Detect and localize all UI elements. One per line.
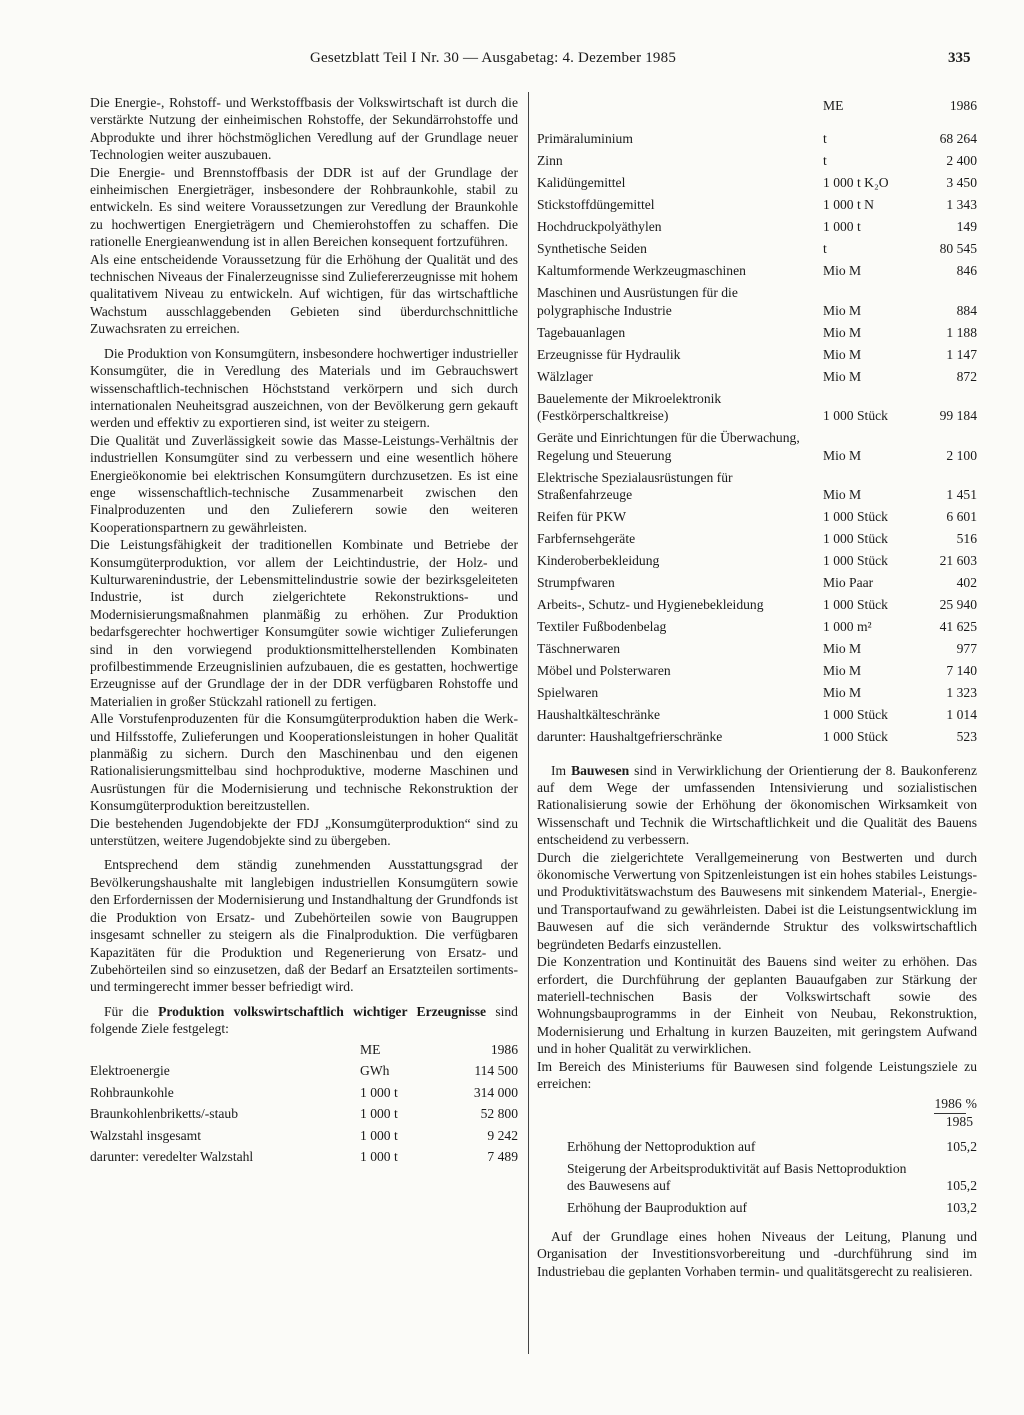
row-name: Tagebauanlagen [537, 324, 626, 340]
table-header-row [537, 94, 977, 114]
header-year: 1986 [949, 98, 977, 113]
paragraph: Die Energie-, Rohstoff- und Werkstoffbasis der Volkswirtschaft ist durch die verstärkte Nutzung der einheimischen Rohstoffe, der Sekundärrohstoffe und Abprodukte und ihrer höchstmöglichen Veredlung auf der Grundlage neuer Technologien weiter auszubauen. [90, 95, 518, 163]
row-name: Reifen für PKW [537, 508, 627, 524]
header-spacer [537, 94, 823, 114]
row-name: Walzstahl insgesamt [90, 1127, 202, 1143]
paragraph: Die Konzentration und Kontinuität des Bauens sind weiter zu erhöhen. Das erfordert, die Durchführung der geplanten Bauaufgaben zur Stärkung der materiell-technischen Basis der Volkswirtschaft sowie des Wohnungsbauprogramms in der Einheit von Neubau, Rekonstruktion, Modernisierung und Erhaltung in kurzen Bauzeiten, mit geringstem Aufwand und in hoher Qualität zu verwirklichen. [537, 954, 977, 1057]
row-me: 1 000 t N [823, 197, 874, 213]
row-value: 149 [956, 219, 977, 235]
row-name: Erhöhung der Bauproduktion auf [567, 1199, 748, 1215]
bold-text: Bauwesen [571, 762, 630, 778]
row-value: 884 [956, 302, 977, 318]
header-me: ME [360, 1041, 381, 1057]
row-name: Täschnerwaren [537, 640, 621, 656]
row-value: 25 940 [939, 596, 977, 612]
row-name: Steigerung der Arbeitsproduktivität auf Basis Nettoproduktion des Bauwesens auf [567, 1160, 907, 1194]
row-me: Mio M [823, 346, 862, 362]
performance-targets-table [537, 1136, 977, 1218]
paragraph: Die bestehenden Jugendobjekte der FDJ „Konsumgüterproduktion“ sind zu unterstützen, weitere Jugendobjekte sind zu übergeben. [90, 815, 518, 849]
row-value: 872 [956, 368, 977, 384]
table-header-row [90, 1038, 518, 1058]
row-name: Farbfernsehgeräte [537, 530, 636, 546]
table-row [537, 638, 977, 660]
paragraph: Alle Vorstufenproduzenten für die Konsumgüterproduktion haben die Werk- und Hilfsstoffe, Zulieferungen und Kooperationsleistungen in hoher Qualität planmäßig zu sichern. Durch den Maschinenbau und den eigenen Rationalisierungsmittelbau sind hochproduktive, moderne Maschinen und Ausrüstungen für die Modernisierung und technische Rekonstruktion der Konsumgüterproduktion bereitzustellen. [90, 711, 518, 814]
row-me: 1 000 t [360, 1084, 398, 1100]
row-value: 402 [956, 574, 977, 590]
row-value: 846 [956, 263, 977, 279]
table-row [537, 616, 977, 638]
row-me: Mio M [823, 447, 862, 463]
row-value: 7 489 [487, 1149, 518, 1165]
table-row [537, 150, 977, 172]
row-name: Zinn [537, 153, 563, 169]
gap-cell [537, 114, 977, 128]
row-name: Strumpfwaren [537, 574, 615, 590]
row-name: Bauelemente der Mikroelektronik (Festkörperschaltkreise) [537, 390, 722, 424]
row-name: Erzeugnisse für Hydraulik [537, 346, 681, 362]
table-row [537, 466, 977, 505]
row-value: 99 184 [939, 408, 977, 424]
row-name: Kalidüngemittel [537, 175, 626, 191]
table-row [90, 1079, 518, 1101]
row-value: 80 545 [939, 241, 977, 257]
table-row [90, 1058, 518, 1080]
row-name: Braunkohlenbriketts/-staub [90, 1106, 238, 1122]
table-row [537, 194, 977, 216]
row-me: Mio M [823, 368, 862, 384]
row-me: Mio M [823, 486, 862, 502]
row-me: t [823, 241, 827, 257]
row-value: 9 242 [487, 1127, 518, 1143]
table-row [537, 726, 977, 748]
paragraph: Die Qualität und Zuverlässigkeit sowie das Masse-Leistungs-Verhältnis der industriellen Konsumgüter sind zu verbessern und eine wesentlich höhere Energieökonomie bei elektrischen Konsumgütern durchzusetzen. Es ist eine enge wissenschaftlich-technische Zusammenarbeit zwischen den Finalproduzenten und den Zulieferern sowie den weiteren Kooperationspartnern zu gewährleisten. [90, 432, 518, 535]
row-name: Kaltumformende Werkzeugmaschinen [537, 263, 746, 279]
table-row [537, 128, 977, 150]
row-value: 314 000 [473, 1084, 518, 1100]
paragraph: Entsprechend dem ständig zunehmenden Ausstattungsgrad der Bevölkerungshaushalte mit langlebigen industriellen Konsumgütern sowie den Erfordernissen der Modernisierung und Instandhaltung der Grundfonds ist die Produktion von Ersatz- und Zubehörteilen sowie von Baugruppen insgesamt schneller zu steigern als die Finalproduktion. Die verfügbaren Kapazitäten für die Produktion und Regenerierung von Ersatz- und Zubehörteilen sind so einzusetzen, daß der Bedarf an Ersatzteilen sortiments- und termingerecht immer besser befriedigt wird. [90, 857, 518, 995]
row-value: 21 603 [939, 552, 977, 568]
paragraph: Auf der Grundlage eines hohen Niveaus der Leitung, Planung und Organisation der Investitionsvorbereitung und -durchführung sind im Industriebau die geplanten Vorhaben termin- und qualitätsgerecht zu realisieren. [537, 1228, 977, 1279]
row-name: darunter: Haushaltgefrierschränke [537, 728, 723, 744]
row-me: 1 000 t K₂O [823, 175, 889, 191]
row-me: 1 000 Stück [823, 408, 888, 424]
row-value: 2 100 [946, 447, 977, 463]
row-value: 105,2 [946, 1139, 977, 1155]
row-me: 1 000 t [360, 1149, 398, 1165]
row-me: 1 000 Stück [823, 706, 888, 722]
percent-sign: % [965, 1096, 977, 1112]
row-value: 103,2 [946, 1199, 977, 1215]
table-row [537, 216, 977, 238]
ratio-header [907, 1096, 977, 1130]
row-value: 1 323 [946, 684, 977, 700]
table-row [537, 238, 977, 260]
column-divider [528, 92, 529, 1354]
row-me: 1 000 Stück [823, 508, 888, 524]
row-value: 1 147 [946, 346, 977, 362]
table-row [537, 550, 977, 572]
row-name: Arbeits-, Schutz- und Hygienebekleidung [537, 596, 764, 612]
row-name: Primäraluminium [537, 131, 633, 147]
row-value: 52 800 [480, 1106, 518, 1122]
row-me: 1 000 t [360, 1106, 398, 1122]
text-run: Für die [104, 1003, 159, 1019]
ratio-denominator: 1985 [945, 1114, 973, 1130]
row-value: 41 625 [939, 618, 977, 634]
paragraph: Die Produktion von Konsumgütern, insbesondere hochwertiger industrieller Konsumgüter, die in Veredlung des Materials und im Gebrauchswert wissenschaftlich-technischen Höchststand verkörpern und sich durch internationalen Neuheitsgrad auszeichnen, von der Bevölkerung gern gekauft werden und effektiv zu exportieren sind, ist weiter zu steigern. [90, 345, 518, 431]
row-me: 1 000 t [823, 219, 861, 235]
header-spacer [90, 1038, 360, 1058]
row-name: Wälzlager [537, 368, 593, 384]
row-value: 114 500 [474, 1063, 518, 1079]
row-me: Mio M [823, 324, 862, 340]
row-me: 1 000 Stück [823, 596, 888, 612]
table-row [90, 1101, 518, 1123]
row-me: 1 000 Stück [823, 530, 888, 546]
page-number: 335 [948, 50, 971, 66]
page-header: Gesetzblatt Teil I Nr. 30 — Ausgabetag: 4. Dezember 1985 [310, 50, 677, 66]
table-row [537, 660, 977, 682]
row-value: 1 188 [946, 324, 977, 340]
row-me: 1 000 t [360, 1127, 398, 1143]
table-row [537, 506, 977, 528]
row-value: 1 014 [946, 706, 977, 722]
row-name: Spielwaren [537, 684, 599, 700]
table-row [537, 321, 977, 343]
row-name: Maschinen und Ausrüstungen für die polygraphische Industrie [537, 285, 738, 318]
row-value: 523 [956, 728, 977, 744]
row-name: Rohbraunkohle [90, 1084, 174, 1100]
text-run: sind in Verwirklichung der Orientierung der 8. Baukonferenz auf dem Wege der umfassenden Intensivierung und sozialistischen Rationalisierung sowie der Erhöhung der ökonomischen Wirksamkeit von Wissenschaft und Technik die Wirtschaftlichkeit und die Qualität des Bauens entscheidend zu verbessern. [537, 762, 978, 848]
row-name: Textiler Fußbodenbelag [537, 618, 667, 634]
table-row [537, 282, 977, 321]
row-name: Erhöhung der Nettoproduktion auf [567, 1139, 756, 1155]
table-row [537, 365, 977, 387]
paragraph: Die Leistungsfähigkeit der traditionellen Kombinate und Betriebe der Konsumgüterproduktion, vor allem der Leichtindustrie, der Holz- und Kulturwarenindustrie, der Lebensmittelindustrie sowie der bezirksgeleiteten Industrie, ist durch zielgerichtete Rekonstruktions- und Modernisierungsmaßnahmen planmäßig zu erhöhen. Zur Produktion bedarfsgerechter hochwertiger Konsumgüter sowie wichtiger Zulieferungen sind in den vorwiegend produktionsmittelherstellenden Kombinaten profilbestimmende Erzeugnislinien aufzubauen, die es gestatten, hochwertige Erzeugnisse auf der Grundlage der in der DDR verfügbaren Rohstoffe und Materialien in großer Stückzahl rationell zu fertigen. [90, 537, 518, 709]
table-body [537, 128, 977, 748]
row-value: 6 601 [946, 508, 977, 524]
ratio-numerator: 1986 [934, 1096, 965, 1114]
table-row [90, 1144, 518, 1166]
table-row [537, 572, 977, 594]
table-row [537, 528, 977, 550]
paragraph [537, 762, 977, 849]
row-value: 1 343 [946, 197, 977, 213]
paragraph: Als eine entscheidende Voraussetzung für die Erhöhung der Qualität und des technischen Niveaus der Finalerzeugnisse sind Zuliefererzeugnisse mit hohem qualitativem Niveau zu entwickeln. Auf wichtigen, für das wirtschaftliche Wachstum ausschlaggebenden Gebieten sind überdurchschnittliche Zuwachsraten zu erreichen. [90, 251, 518, 337]
row-value: 1 451 [946, 486, 977, 502]
table-row [537, 172, 977, 194]
row-name: Haushaltkälteschränke [537, 706, 661, 722]
row-value: 7 140 [946, 662, 977, 678]
row-name: Geräte und Einrichtungen für die Überwachung, Regelung und Steuerung [537, 430, 800, 463]
table-row [537, 1136, 977, 1157]
header-year: 1986 [490, 1041, 518, 1057]
left-column [90, 94, 518, 1165]
row-me: Mio M [823, 302, 862, 318]
header-me: ME [823, 98, 844, 113]
header-gap [537, 114, 977, 128]
text-run: sind folgende Ziele festgelegt: [90, 1003, 518, 1037]
table-row [537, 594, 977, 616]
table-row [537, 427, 977, 466]
row-me: t [823, 153, 827, 169]
paragraph: Im Bereich des Ministeriums für Bauwesen sind folgende Leistungsziele zu erreichen: [537, 1058, 977, 1091]
row-value: 105,2 [946, 1178, 977, 1194]
row-value: 977 [956, 640, 977, 656]
paragraph: Durch die zielgerichtete Verallgemeinerung von Bestwerten und durch ökonomische Verwertung von Spitzenleistungen ist ein hohes stabiles Leistungs- und Produktivitätswachstum des Bauwesens mit sinkendem Material-, Energie- und Transportaufwand zu gewährleisten. Dabei ist die Leistungsentwicklung im Bauwesen auf die sich verändernde Struktur des volkswirtschaftlich begründeten Bedarfs einzustellen. [537, 849, 977, 952]
bold-text: Produktion volkswirtschaftlich wichtiger Erzeugnisse [158, 1003, 487, 1019]
row-me: t [823, 131, 827, 147]
row-name: Elektrische Spezialausrüstungen für Straßenfahrzeuge [537, 469, 733, 502]
row-value: 516 [956, 530, 977, 546]
row-name: Stickstoffdüngemittel [537, 197, 655, 213]
table-row [537, 260, 977, 282]
row-value: 3 450 [946, 175, 977, 191]
table-row [537, 343, 977, 365]
table-row [537, 1158, 977, 1197]
row-value: 2 400 [946, 153, 977, 169]
table-row [537, 704, 977, 726]
row-me: Mio M [823, 684, 862, 700]
row-name: Möbel und Polsterwaren [537, 662, 671, 678]
row-me: 1 000 m² [823, 618, 872, 634]
row-me: Mio M [823, 263, 862, 279]
row-name: Elektroenergie [90, 1063, 170, 1079]
row-me: Mio M [823, 640, 862, 656]
table-row [90, 1122, 518, 1144]
row-name: Kinderoberbekleidung [537, 552, 660, 568]
table-row [537, 387, 977, 426]
right-column [537, 94, 977, 1280]
row-me: 1 000 Stück [823, 728, 888, 744]
row-me: Mio Paar [823, 574, 874, 590]
paragraph [90, 1003, 518, 1038]
row-me: GWh [360, 1063, 390, 1079]
row-value: 68 264 [939, 131, 977, 147]
row-name: darunter: veredelter Walzstahl [90, 1149, 254, 1165]
production-table-continued [537, 94, 977, 748]
row-name: Hochdruckpolyäthylen [537, 219, 662, 235]
row-me: 1 000 Stück [823, 552, 888, 568]
paragraph: Die Energie- und Brennstoffbasis der DDR ist auf der Grundlage der einheimischen Energieträger, insbesondere der Rohbraunkohle, stabil zu entwickeln. Es sind weitere Voraussetzungen zur Veredlung der Braunkohle zu hochwertigen Energieträgern und Chemierohstoffen zu schaffen. Die rationelle Energieanwendung ist in allen Bereichen konsequent fortzuführen. [90, 164, 518, 250]
row-me: Mio M [823, 662, 862, 678]
production-table [90, 1038, 518, 1166]
text-run: Im [551, 762, 572, 778]
row-name: Synthetische Seiden [537, 241, 647, 257]
table-row [537, 682, 977, 704]
table-row [537, 1197, 977, 1218]
